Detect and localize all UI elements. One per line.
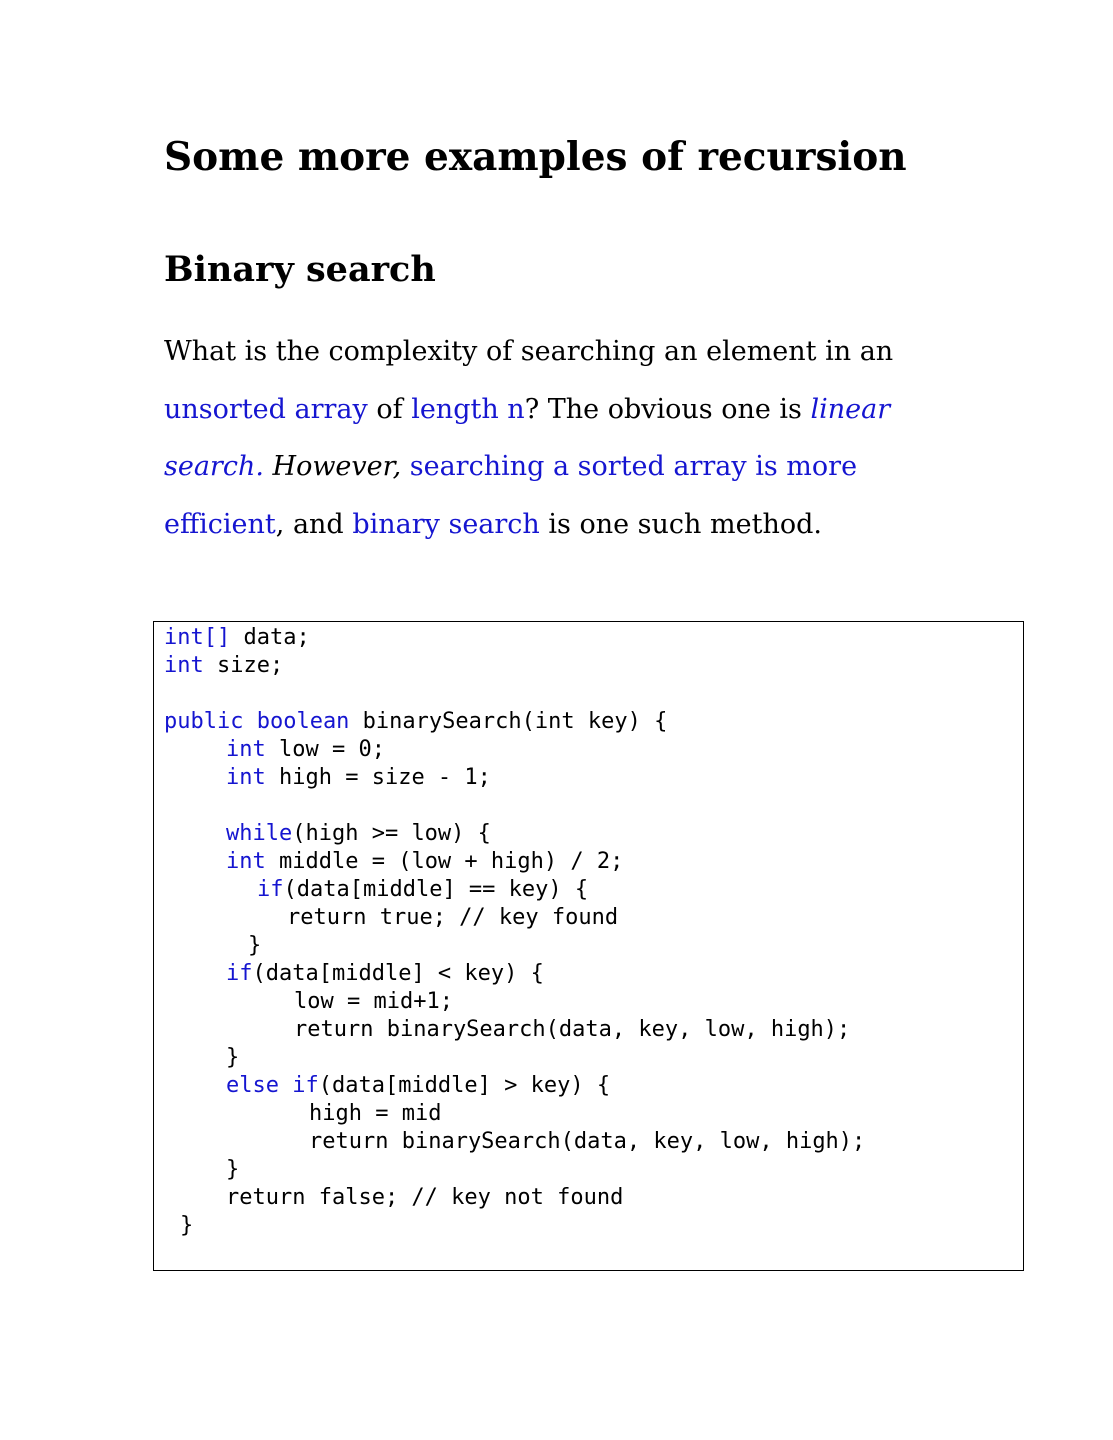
text-run: length n [411, 393, 525, 425]
text-run: search. [164, 451, 264, 482]
code-line [226, 764, 491, 792]
paragraph-line [164, 496, 984, 554]
code-text: size; [203, 653, 284, 678]
code-line [294, 1016, 850, 1044]
code-text: low = 0; [265, 737, 385, 762]
code-keyword: int [164, 653, 204, 678]
code-text: } [248, 933, 262, 958]
code-line [164, 708, 667, 736]
code-keyword: if [257, 877, 284, 902]
body-paragraph [164, 323, 984, 553]
code-text: return false; // key not found [226, 1185, 624, 1210]
code-text: (data[middle] == key) { [283, 877, 589, 902]
code-keyword: else if [226, 1073, 319, 1098]
code-line [309, 1100, 441, 1128]
code-line [294, 988, 453, 1016]
code-line [248, 932, 261, 960]
code-keyword: int[] [164, 625, 231, 650]
text-run: is one such method. [539, 508, 822, 540]
code-line [226, 960, 544, 988]
code-line [164, 652, 283, 680]
page-title: Some more examples of recursion [164, 134, 907, 180]
text-run: unsorted array [164, 393, 368, 425]
code-text: (data[middle] > key) { [318, 1073, 611, 1098]
text-run: However, [263, 451, 410, 482]
text-run: binary search [352, 508, 540, 540]
code-text: low = mid+1; [294, 989, 453, 1014]
code-text: } [226, 1045, 240, 1070]
code-line [226, 848, 623, 876]
code-text: return binarySearch(data, key, low, high); [294, 1017, 851, 1042]
code-line [257, 876, 588, 904]
code-line [226, 1184, 623, 1212]
text-run: , and [275, 508, 353, 540]
text-run: What is the complexity of searching an element in an [164, 336, 894, 367]
code-text: high = mid [309, 1101, 442, 1126]
code-line [164, 624, 310, 652]
code-text: (data[middle] < key) { [252, 961, 544, 986]
code-line [226, 736, 385, 764]
text-run: searching a sorted array is more [409, 451, 858, 482]
section-heading: Binary search [164, 249, 436, 290]
code-text: data; [230, 625, 310, 650]
code-line [287, 904, 618, 932]
code-line [226, 1072, 610, 1100]
text-run: efficient [164, 508, 276, 540]
paragraph-line [164, 438, 984, 496]
code-text: } [226, 1157, 240, 1182]
code-text: binarySearch(int key) { [349, 709, 668, 734]
paragraph-line [164, 381, 984, 439]
code-text: } [180, 1213, 194, 1238]
code-line [309, 1128, 865, 1156]
code-line [226, 1156, 239, 1184]
code-text: middle = (low + high) / 2; [265, 849, 624, 874]
text-run: of [367, 393, 412, 425]
code-block [153, 621, 1024, 1271]
code-text: return binarySearch(data, key, low, high); [309, 1129, 866, 1154]
code-text: return true; // key found [287, 905, 619, 930]
text-run: ? The obvious one is [524, 393, 811, 425]
code-keyword: if [226, 961, 253, 986]
code-keyword: int [226, 737, 266, 762]
paragraph-line [164, 323, 984, 381]
code-keyword: int [226, 849, 266, 874]
code-text: (high >= low) { [292, 821, 491, 846]
code-line [226, 1044, 239, 1072]
text-run: linear [810, 393, 891, 425]
code-keyword: while [226, 821, 293, 846]
code-line [226, 820, 491, 848]
code-keyword: int [226, 765, 266, 790]
code-keyword: public boolean [164, 709, 350, 734]
code-line [180, 1212, 193, 1240]
code-text: high = size - 1; [265, 765, 491, 790]
